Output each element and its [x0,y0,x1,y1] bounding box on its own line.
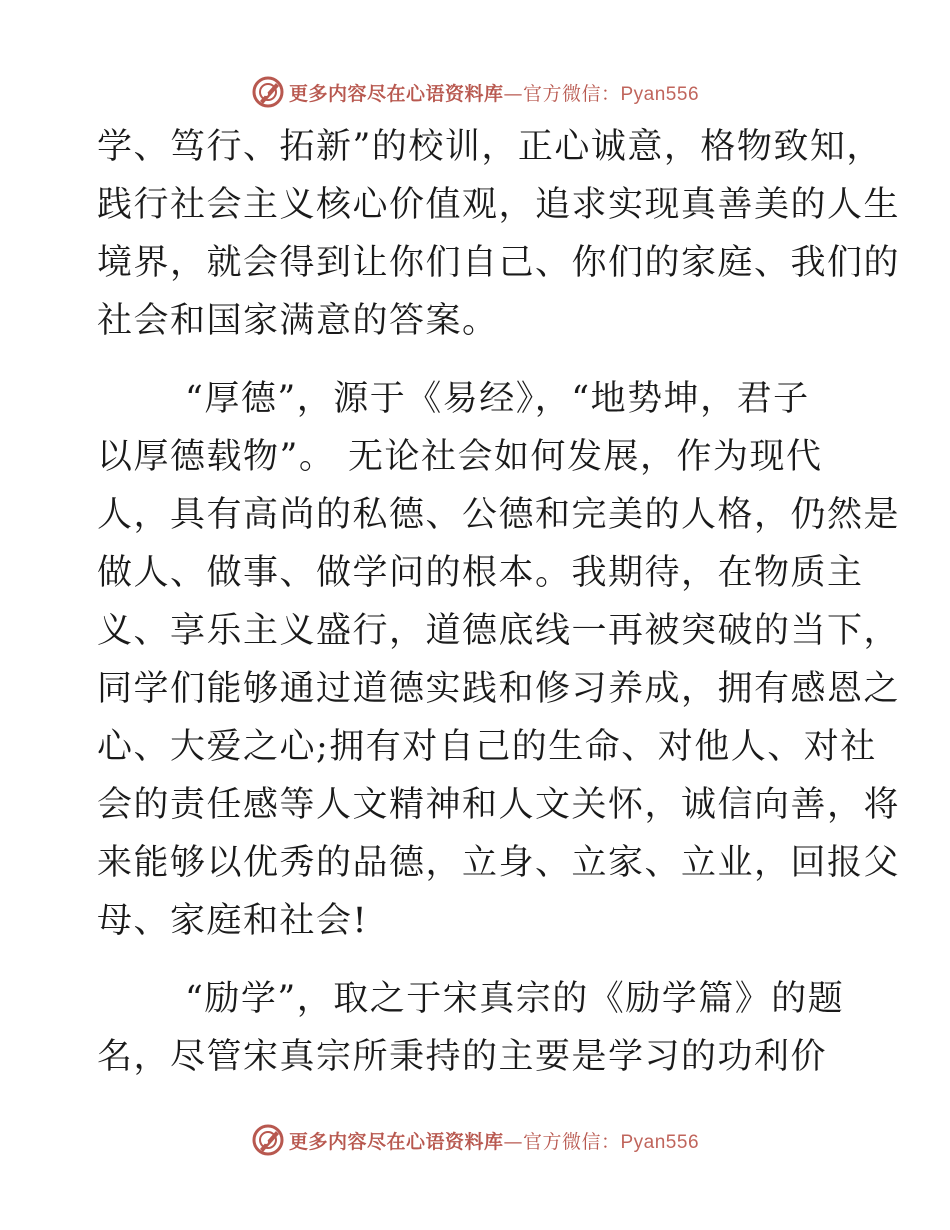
banner-dash: — [503,1130,523,1153]
text-line: 人，具有高尚的私德、公德和完美的人格，仍然是 [97,495,901,535]
banner-wechat-id: Pyan556 [620,1131,700,1153]
text-line: 社会和国家满意的答案。 [97,301,499,341]
banner-site-name: 更多内容尽在心语资料库 [288,1130,504,1153]
paragraph [97,118,901,350]
pen-circle-logo-icon [251,75,285,109]
text-line: “励学”，取之于宋真宗的《励学篇》的题 [185,979,845,1019]
banner-wechat-id: Pyan556 [620,83,700,105]
banner-official-label: 官方微信： [522,82,621,105]
text-line: 同学们能够通过道德实践和修习养成，拥有感恩之 [97,669,901,709]
pen-circle-logo-icon [251,1123,285,1157]
footer-banner [0,1120,950,1160]
text-line: 做人、做事、做学问的根本。我期待，在物质主 [97,553,864,593]
banner-site-name: 更多内容尽在心语资料库 [288,82,504,105]
document-body [97,118,901,1086]
paragraph [97,370,901,950]
text-line: “厚德”，源于《易经》，“地势坤，君子 [185,379,810,419]
paragraph-gap [97,950,857,970]
text-line: 践行社会主义核心价值观，追求实现真善美的人生 [97,185,901,225]
banner-dash: — [503,82,523,105]
banner-official-label: 官方微信： [522,1130,621,1153]
text-line: 境界，就会得到让你们自己、你们的家庭、我们的 [97,243,901,283]
paragraph [97,970,857,1086]
banner-text [289,79,699,106]
text-line: 以厚德载物”。 无论社会如何发展，作为现代 [97,437,823,477]
text-line: 名，尽管宋真宗所秉持的主要是学习的功利价 [97,1037,828,1077]
paragraph-gap [97,350,857,370]
header-banner [0,72,950,112]
text-line: 母、家庭和社会! [97,901,369,941]
text-line: 学、笃行、拓新”的校训，正心诚意，格物致知， [97,127,883,167]
text-line: 来能够以优秀的品德，立身、立家、立业，回报父 [97,843,901,883]
text-line: 会的责任感等人文精神和人文关怀，诚信向善，将 [97,785,901,825]
banner-text [289,1127,699,1154]
text-line: 心、大爱之心;拥有对自己的生命、对他人、对社 [97,727,877,767]
text-line: 义、享乐主义盛行，道德底线一再被突破的当下， [97,611,901,651]
